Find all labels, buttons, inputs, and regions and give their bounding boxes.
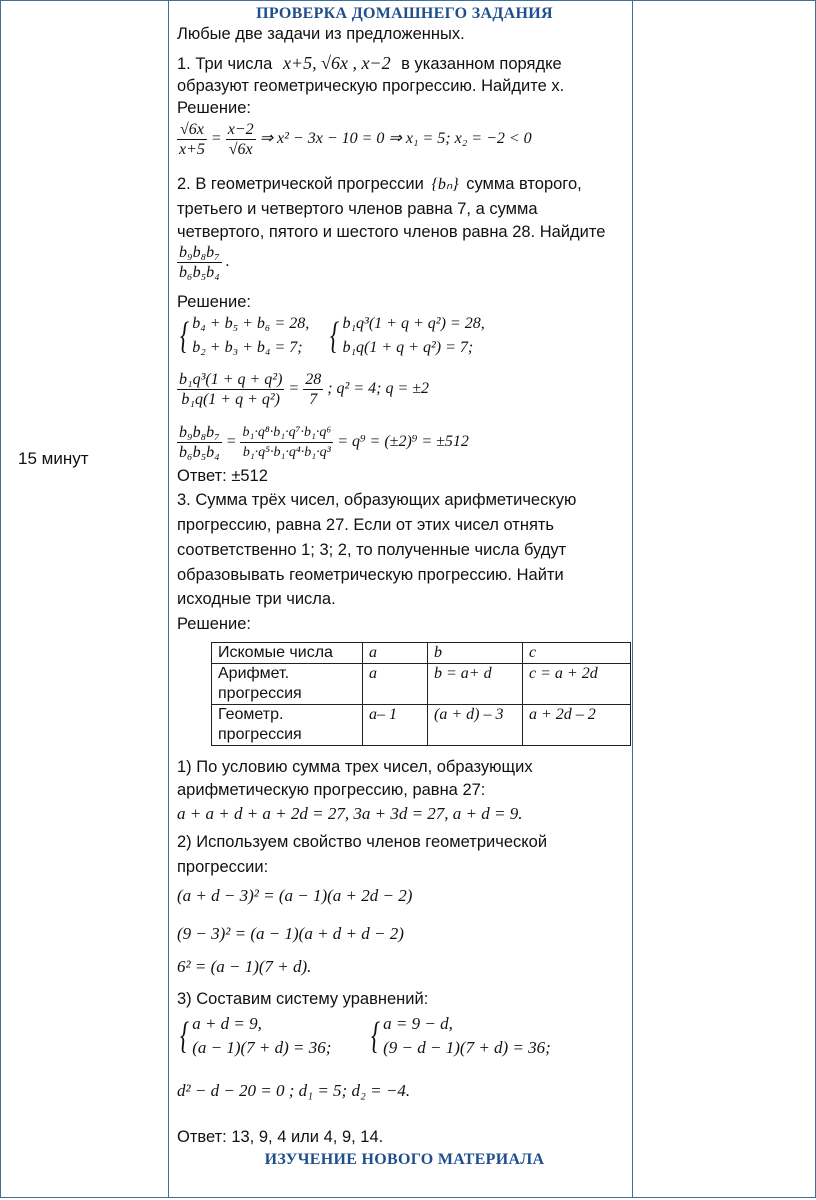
step2-eq1: (a + d − 3)² = (a − 1)(a + 2d − 2): [177, 886, 413, 905]
s3-sys2-eq1: a = 9 − d,: [383, 1014, 453, 1033]
table-cell: a: [363, 664, 428, 705]
step2-eq3: 6² = (a − 1)(7 + d).: [177, 957, 312, 976]
s3-sys1-eq1: a + d = 9,: [192, 1014, 262, 1033]
find-denominator: b₆b₅b₄: [179, 264, 220, 281]
table-row: [212, 705, 631, 746]
problem1-line2: образуют геометрическую прогрессию. Найдите x.: [177, 77, 565, 95]
step3-systems: { a + d = 9, (a − 1)(7 + d) = 36; { a = 9 − d, (9 − d − 1)(7 + d) = 36;: [180, 1014, 551, 1057]
step1-equation: a + a + d + a + 2d = 27, 3a + 3d = 27, a + d = 9.: [177, 804, 523, 823]
table-cell: Арифмет. прогрессия: [212, 664, 363, 705]
sys1-eq1: b₄ + b₅ + b₆ = 28,: [192, 315, 310, 332]
table-cell: a– 1: [363, 705, 428, 746]
problem2-line1: [177, 172, 582, 197]
problem2-solution-label: Решение:: [177, 293, 251, 311]
table-cell: c = a + 2d: [523, 664, 631, 705]
problem1-equation: $\frac{√6x}{x+5}$ = $\frac{x-2}{√6x}$ ⇒ x² − 3x − 10 = 0 ⇒ x₁ = 5; x₂ = −2 < 0: [179, 121, 532, 158]
problem1-solution-label: Решение:: [177, 99, 251, 117]
intro-text: Любые две задачи из предложенных.: [177, 25, 465, 43]
table-row: [212, 643, 631, 664]
table-cell: a + 2d – 2: [523, 705, 631, 746]
s3-sys1-eq2: (a − 1)(7 + d) = 36;: [192, 1038, 332, 1057]
ratio-value-num: 28: [305, 371, 322, 388]
problem3-line3: соответственно 1; 3; 2, то полученные числа будут: [177, 541, 567, 559]
step2-line2: прогрессии:: [177, 858, 269, 876]
sequence-bn: {bₙ}: [431, 176, 459, 193]
step1-line1: 1) По условию сумма трех чисел, образующих: [177, 758, 533, 776]
problem1-math: x+5, √6x , x−2: [282, 53, 391, 73]
table-cell: Геометр. прогрессия: [212, 705, 363, 746]
comp-numerator: b₉b₈b₇: [179, 424, 220, 441]
frac1-numerator: √6x: [177, 120, 207, 140]
problem3-line2: прогрессию, равна 27. Если от этих чисел отнять: [177, 516, 555, 534]
table-cell: Искомые числа: [212, 643, 363, 664]
problem2-systems: { b₄ + b₅ + b₆ = 28, b₂ + b₃ + b₄ = 7; { b₁q³(1 + q + q²) = 28, b₁q(1 + q + q²) = 7;: [180, 315, 485, 357]
ratio-equals: =: [288, 380, 300, 398]
problem2-ratio: [177, 370, 429, 409]
problem3-solution-label: Решение:: [177, 615, 251, 633]
sys1-eq2: b₂ + b₃ + b₄ = 7;: [192, 339, 303, 356]
table-cell: b: [428, 643, 523, 664]
table-cell: c: [523, 643, 631, 664]
ratio-result: ; q² = 4; q = ±2: [327, 380, 430, 398]
time-label: 15 минут: [18, 449, 89, 468]
comp-expanded-num: b₁·q⁸·b₁·q⁷·b₁·q⁶: [240, 423, 333, 443]
table-cell: (a + d) – 3: [428, 705, 523, 746]
column-divider-left: [168, 0, 169, 1198]
column-divider-right: [632, 0, 633, 1198]
problem2-find-fraction: $\frac{\text{b₉b₈b₇}}{\text{b₆b₅b₄}}$ .: [179, 244, 230, 281]
table-row: [212, 664, 631, 705]
progression-table: [211, 642, 631, 746]
problem1-line1: [177, 51, 562, 76]
step2-eq2: (9 − 3)² = (a − 1)(a + d + d − 2): [177, 924, 404, 943]
problem1-result: ⇒ x² − 3x − 10 = 0 ⇒ x₁ = 5; x₂ = −2 < 0: [259, 130, 532, 148]
table-cell: a: [363, 643, 428, 664]
problem1-text-a: 1. Три числа: [177, 55, 273, 73]
frac2-denominator: √6x: [228, 141, 253, 158]
problem1-text-b: в указанном порядке: [401, 55, 562, 73]
problem2-line3: четвертого, пятого и шестого членов равна 28. Найдите: [177, 223, 606, 241]
sys2-eq1: b₁q³(1 + q + q²) = 28,: [342, 315, 485, 332]
comp-expanded-den: b₁·q⁵·b₁·q⁴·b₁·q³: [242, 445, 331, 460]
problem2-text-b: сумма второго,: [466, 175, 582, 193]
s3-sys2-eq2: (9 − d − 1)(7 + d) = 36;: [383, 1038, 551, 1057]
find-numerator: b₉b₈b₇: [179, 244, 220, 261]
heading-new-material: ИЗУЧЕНИЕ НОВОГО МАТЕРИАЛА: [264, 1151, 545, 1168]
problem2-line2: третьего и четвертого членов равна 7, а сумма: [177, 200, 538, 218]
step3-line: 3) Составим систему уравнений:: [177, 990, 429, 1008]
step1-line2: арифметическую прогрессию, равна 27:: [177, 781, 486, 799]
frac2-numerator: x−2: [227, 121, 254, 138]
frac1-denominator: x+5: [179, 141, 205, 158]
step3-final: d² − d − 20 = 0 ; d₁ = 5; d₂ = −4.: [177, 1081, 411, 1100]
table-cell: b = a+ d: [428, 664, 523, 705]
problem3-answer: Ответ: 13, 9, 4 или 4, 9, 14.: [177, 1128, 384, 1146]
heading-homework-check: ПРОВЕРКА ДОМАШНЕГО ЗАДАНИЯ: [256, 5, 553, 22]
problem2-text-a: 2. В геометрической прогрессии: [177, 175, 424, 193]
ratio-numerator: b₁q³(1 + q + q²): [179, 371, 283, 388]
comp-result: = q⁹ = (±2)⁹ = ±512: [337, 433, 469, 451]
problem3-line1: 3. Сумма трёх чисел, образующих арифметическую: [177, 491, 577, 509]
problem2-answer: Ответ: ±512: [177, 467, 268, 485]
problem3-line5: исходные три числа.: [177, 590, 336, 608]
problem3-line4: образовывать геометрическую прогрессию. Найти: [177, 566, 564, 584]
comp-denominator: b₆b₅b₄: [179, 444, 220, 461]
sys2-eq2: b₁q(1 + q + q²) = 7;: [342, 339, 474, 356]
step2-line1: 2) Используем свойство членов геометрической: [177, 833, 548, 851]
ratio-value-den: 7: [309, 391, 318, 408]
ratio-denominator: b₁q(1 + q + q²): [181, 391, 280, 408]
problem2-computation: $\frac{\text{b₉b₈b₇}}{\text{b₆b₅b₄}}$ = $\frac{\text{b₁·q⁸·b₁·q⁷·b₁·q⁶}}{\text{b₁·q⁵·b₁·q⁴·b₁·q³}}$ = q⁹ = (±2)⁹ = ±512: [179, 424, 469, 461]
